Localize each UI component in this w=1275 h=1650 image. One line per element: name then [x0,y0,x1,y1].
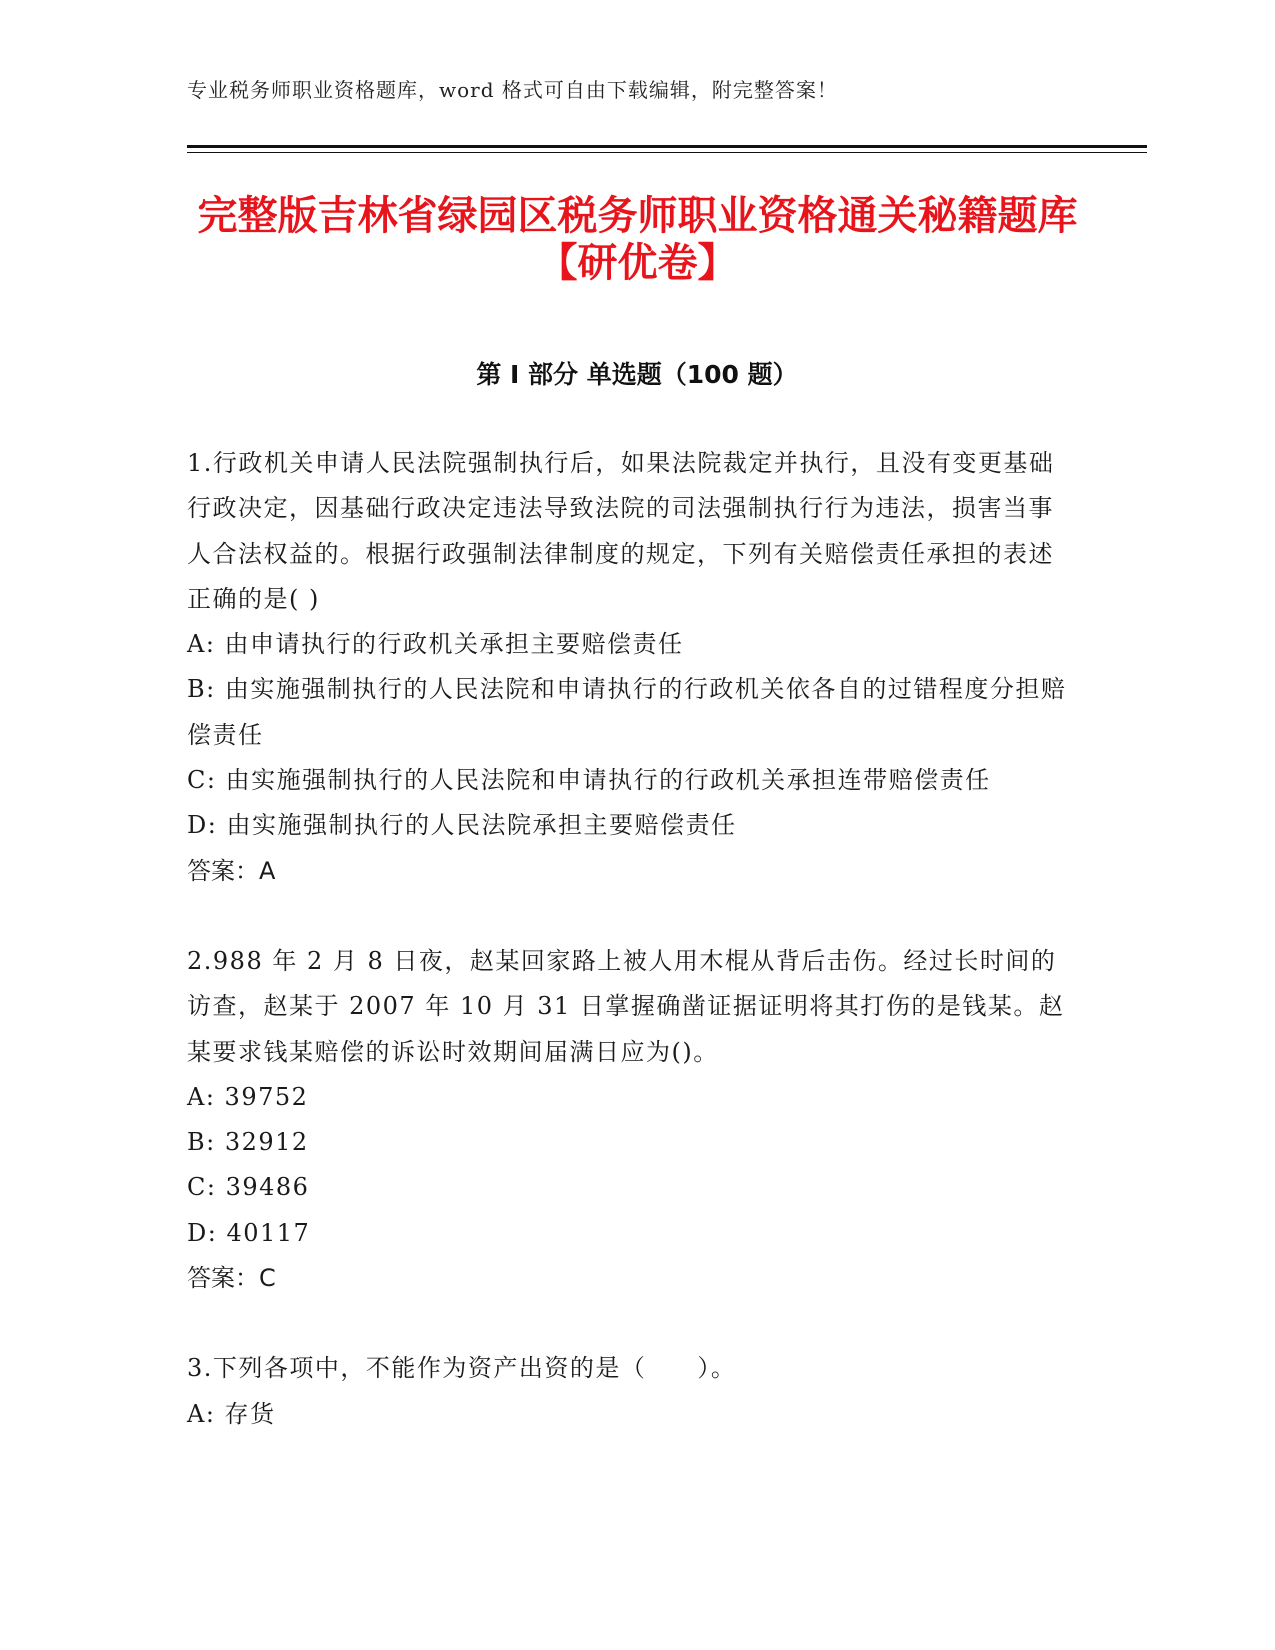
question-stem: 1.行政机关申请人民法院强制执行后，如果法院裁定并执行，且没有变更基础行政决定，因基础行政决定违法导致法院的司法强制执行行为违法，损害当事人合法权益的。根据行政强制法律制度的规定，下列有关赔偿责任承担的表述正确的是( ) [187,449,1055,613]
question-stem: 2.988 年 2 月 8 日夜，赵某回家路上被人用木棍从背后击伤。经过长时间的访查，赵某于 2007 年 10 月 31 日掌握确凿证据证明将其打伤的是钱某。赵某要求钱某赔偿的诉讼时效期间届满日应为()。 [187,946,1065,1066]
answer: 答案：A [187,856,276,885]
option-c: C: 由实施强制执行的人民法院和申请执行的行政机关承担连带赔偿责任 [187,766,991,795]
header-divider-thick [187,145,1147,148]
header-note: 专业税务师职业资格题库，word 格式可自由下载编辑，附完整答案！ [187,78,838,102]
option-a: A: 存货 [187,1399,276,1428]
option-b: B: 由实施强制执行的人民法院和申请执行的行政机关依各自的过错程度分担赔偿责任 [187,675,1067,749]
option-b: B: 32912 [187,1128,309,1157]
question-stem: 3.下列各项中，不能作为资产出资的是（ ）。 [187,1354,737,1383]
option-d: D: 40117 [187,1218,311,1247]
option-d: D: 由实施强制执行的人民法院承担主要赔偿责任 [187,811,737,840]
answer: 答案：C [187,1264,276,1293]
header-divider-thin [187,152,1147,153]
document-title: 完整版吉林省绿园区税务师职业资格通关秘籍题库【研优卷】 [197,193,1078,286]
question-list [187,441,1067,1482]
option-a: A: 39752 [187,1082,309,1111]
question-3 [187,1346,1067,1437]
question-2 [187,939,1067,1301]
option-c: C: 39486 [187,1173,310,1202]
section-title: 第 I 部分 单选题（100 题） [476,360,798,389]
question-1 [187,441,1067,894]
option-a: A: 由申请执行的行政机关承担主要赔偿责任 [187,630,684,659]
